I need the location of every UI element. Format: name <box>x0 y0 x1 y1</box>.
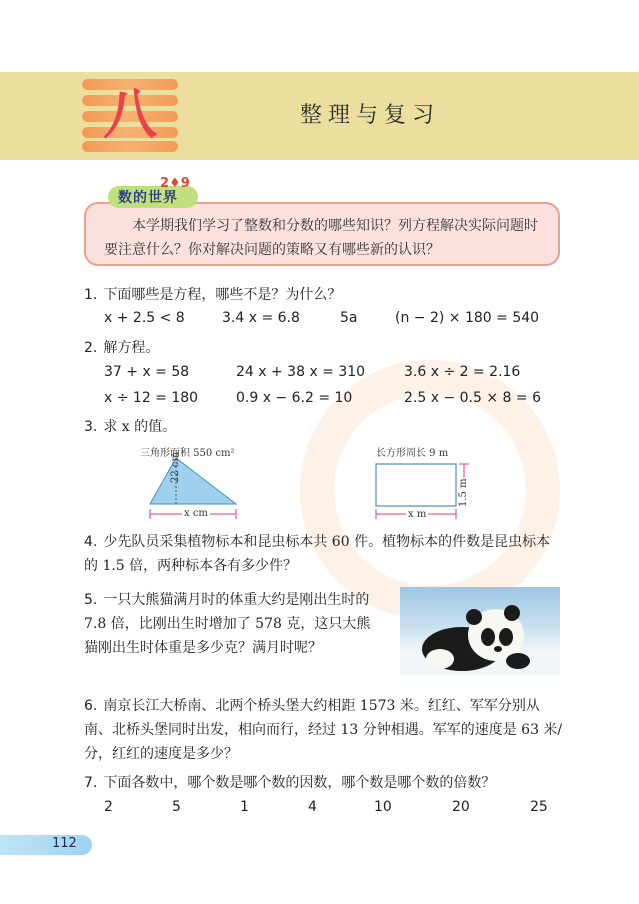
q2-equation-2: 24 x + 38 x = 310 <box>236 364 366 380</box>
q2-equation-3: 3.6 x ÷ 2 = 2.16 <box>404 364 521 380</box>
triangle-base-label: x cm <box>184 508 208 519</box>
question-number: 1. <box>84 287 98 303</box>
q7-number-7: 25 <box>530 799 548 815</box>
q1-item-1: x + 2.5 < 8 <box>104 310 185 326</box>
question-number: 4. <box>84 534 98 550</box>
q7-number-3: 1 <box>240 799 249 815</box>
triangle-caption: 三角形面积 550 cm² <box>140 448 235 459</box>
question-prompt: 解方程。 <box>103 340 160 356</box>
question-text: 南京长江大桥南、北两个桥头堡大约相距 1573 米。红红、军军分别从南、北桥头堡同时出发，相向而行，经过 13 分钟相遇。军军的速度是 63 米/分，红红的速度是多少？ <box>84 698 563 762</box>
triangle-shape <box>150 458 236 504</box>
question-number: 6. <box>84 698 98 714</box>
panda-illustration <box>400 587 560 675</box>
q2-equation-1: 37 + x = 58 <box>104 364 190 380</box>
panda-photo <box>400 587 560 675</box>
question-2 <box>84 338 159 358</box>
page-number: 112 <box>52 836 77 851</box>
section-badge <box>104 176 202 208</box>
q2-equation-4: x ÷ 12 = 180 <box>104 390 199 406</box>
q7-number-5: 10 <box>374 799 392 815</box>
question-prompt: 求 x 的值。 <box>103 419 177 435</box>
page-number-tab <box>0 835 92 855</box>
intro-text: 本学期我们学习了整数和分数的哪些知识？列方程解决实际问题时要注意什么？你对解决问题的策略又有哪些新的认识？ <box>104 218 538 258</box>
q7-number-6: 20 <box>452 799 470 815</box>
rectangle-width-label: x m <box>408 509 427 520</box>
q1-item-4: (n − 2) × 180 = 540 <box>395 310 540 326</box>
question-prompt: 下面哪些是方程，哪些不是？为什么？ <box>103 287 342 303</box>
q2-equation-6: 2.5 x − 0.5 × 8 = 6 <box>404 390 541 406</box>
rectangle-caption: 长方形周长 9 m <box>376 448 449 459</box>
question-4 <box>84 530 564 578</box>
chapter-number: 八 <box>103 83 157 146</box>
badge-digits: 2♦9 <box>160 176 190 191</box>
triangle-height-label: 22 cm <box>170 452 181 483</box>
q2-equation-5: 0.9 x − 6.2 = 10 <box>236 390 353 406</box>
question-text: 少先队员采集植物标本和昆虫标本共 60 件。植物标本的件数是昆虫标本的 1.5 倍，两种标本各有多少件？ <box>84 534 551 574</box>
question-number: 7. <box>84 775 98 791</box>
page-title: 整理与复习 <box>300 103 441 128</box>
question-text: 一只大熊猫满月时的体重大约是刚出生时的 7.8 倍，比刚出生时增加了 578 克，这只大熊猫刚出生时体重是多少克？满月时呢？ <box>84 592 371 656</box>
q1-item-2: 3.4 x = 6.8 <box>222 310 300 326</box>
q7-number-2: 5 <box>172 799 181 815</box>
question-prompt: 下面各数中，哪个数是哪个数的因数，哪个数是哪个数的倍数？ <box>103 775 496 791</box>
question-number: 3. <box>84 419 98 435</box>
question-number: 2. <box>84 340 98 356</box>
q1-item-3: 5a <box>340 310 358 326</box>
rectangle-height-label: 1.5 m <box>458 478 469 507</box>
q7-number-1: 2 <box>104 799 113 815</box>
question-7 <box>84 773 495 793</box>
question-number: 5. <box>84 592 98 608</box>
intro-box <box>84 202 560 266</box>
question-1 <box>84 285 341 305</box>
question-5 <box>84 588 384 660</box>
question-6 <box>84 694 566 766</box>
rectangle-shape <box>376 464 456 506</box>
badge-label: 数的世界 <box>118 190 178 206</box>
q7-number-4: 4 <box>308 799 317 815</box>
question-3 <box>84 417 176 437</box>
